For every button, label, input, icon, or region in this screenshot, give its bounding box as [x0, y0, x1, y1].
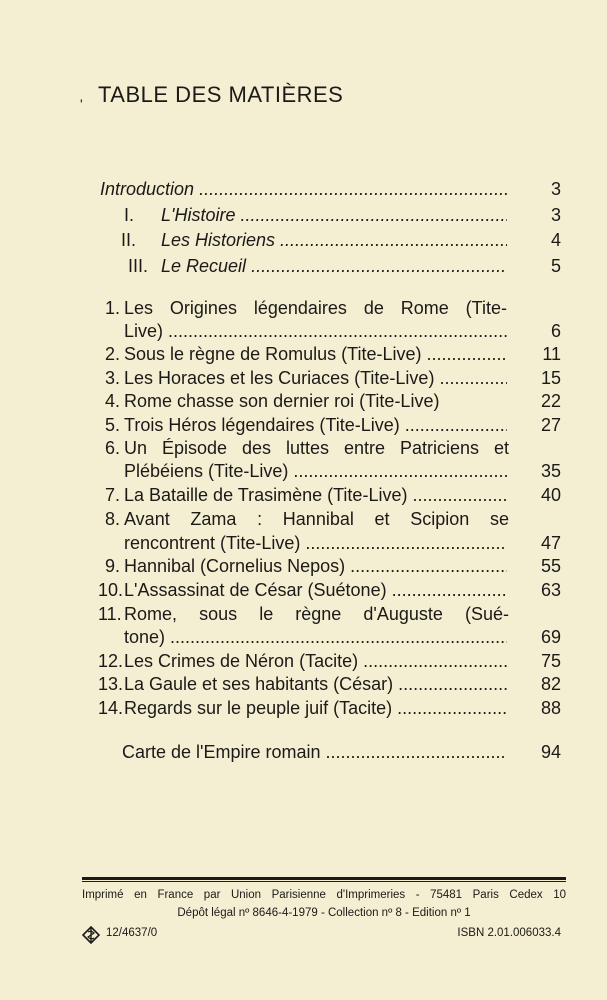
- toc-entry-cont: [0, 460, 607, 483]
- toc-page: 47: [540, 533, 561, 553]
- toc-page: 82: [540, 674, 561, 694]
- toc-number: 2.: [104, 344, 120, 364]
- toc-label: tone) .....: [124, 626, 507, 649]
- toc-page: 22: [540, 391, 561, 411]
- toc-page: 35: [540, 461, 561, 481]
- toc-entry: [0, 297, 607, 320]
- toc-page: 40: [540, 485, 561, 505]
- toc-label: La Bataille de Trasimène (Tite-Live) .....: [124, 484, 507, 507]
- print-code: 12/4637/0: [106, 927, 158, 939]
- toc-intro-part: [0, 255, 607, 278]
- toc-label: Regards sur le peuple juif (Tacite) .....: [124, 697, 507, 720]
- toc-intro-part: [0, 204, 607, 227]
- imprint-legal: Dépôt légal nº 8646-4-1979 - Collection nº 8 - Edition nº 1: [177, 907, 471, 919]
- isbn: ISBN 2.01.006033.4: [457, 927, 561, 939]
- toc-number: 7.: [104, 485, 120, 505]
- toc-number: 9.: [104, 556, 120, 576]
- toc-page: 69: [540, 627, 561, 647]
- toc-page: 75: [540, 651, 561, 671]
- toc-label: La Gaule et ses habitants (César) .....: [124, 673, 507, 696]
- toc-label: Plébéiens (Tite-Live) .....: [124, 460, 507, 483]
- toc-entry-cont: [0, 320, 607, 343]
- toc-label: Introduction .....: [100, 178, 507, 201]
- toc-label: Les Historiens .....: [161, 229, 507, 252]
- imprint-printer: Imprimé en France par Union Parisienne d'Imprimeries - 75481 Paris Cedex 10: [82, 889, 566, 901]
- toc-entry-cont: [0, 626, 607, 649]
- page-mark: ': [80, 96, 83, 112]
- toc-number: 4.: [104, 391, 120, 411]
- toc-introduction: [0, 178, 607, 201]
- toc-page: 88: [540, 698, 561, 718]
- toc-number: 1.: [104, 298, 120, 318]
- toc-number: II.: [120, 230, 136, 250]
- toc-number: 6.: [104, 438, 120, 458]
- publisher-logo-icon: [82, 926, 100, 949]
- toc-page: 63: [540, 580, 561, 600]
- toc-entry: [0, 697, 607, 720]
- toc-label: Avant Zama : Hannibal et Scipion se: [124, 509, 509, 529]
- divider-thick: [82, 877, 566, 880]
- toc-entry: [0, 673, 607, 696]
- toc-number: I.: [123, 205, 134, 225]
- toc-label: Les Crimes de Néron (Tacite) .....: [124, 650, 507, 673]
- toc-entry: [0, 555, 607, 578]
- toc-entry: [0, 579, 607, 602]
- toc-label: Hannibal (Cornelius Nepos) .....: [124, 555, 507, 578]
- toc-entry: [0, 508, 607, 531]
- toc-entry: [0, 390, 607, 413]
- toc-label: Rome, sous le règne d'Auguste (Sué-: [124, 604, 509, 624]
- toc-number: 5.: [104, 415, 120, 435]
- toc-page: 55: [540, 556, 561, 576]
- toc-entry: [0, 343, 607, 366]
- toc-number: 14.: [98, 698, 124, 718]
- toc-entry: [0, 484, 607, 507]
- toc-label: L'Histoire .....: [161, 204, 507, 227]
- toc-intro-part: [0, 229, 607, 252]
- toc-entry-cont: [0, 532, 607, 555]
- toc-number: 11.: [98, 604, 122, 624]
- toc-label: rencontrent (Tite-Live) .....: [124, 532, 507, 555]
- toc-label: Un Épisode des luttes entre Patriciens et: [124, 438, 509, 458]
- divider-thin: [82, 881, 566, 882]
- toc-number: 10.: [98, 580, 124, 600]
- toc-page: 3: [550, 205, 561, 225]
- toc-label: Les Horaces et les Curiaces (Tite-Live) .....: [124, 367, 507, 390]
- toc-entry: [0, 603, 607, 626]
- toc-page: 94: [540, 742, 561, 762]
- toc-label: Trois Héros légendaires (Tite-Live) .....: [124, 414, 507, 437]
- toc-entry: [0, 650, 607, 673]
- toc-map: [0, 741, 607, 764]
- toc-page: 3: [550, 179, 561, 199]
- toc-number: 12.: [98, 651, 124, 671]
- toc-label: L'Assassinat de César (Suétone) .....: [124, 579, 507, 602]
- toc-entry: [0, 367, 607, 390]
- toc-label: Carte de l'Empire romain .....: [122, 741, 507, 764]
- toc-label: Live) .....: [124, 320, 507, 343]
- toc-page: 11: [542, 344, 561, 364]
- toc-label: Rome chasse son dernier roi (Tite-Live): [124, 391, 440, 411]
- toc-entry: [0, 437, 607, 460]
- toc-page: 15: [540, 368, 561, 388]
- toc-page: 6: [550, 321, 561, 341]
- toc-page: 4: [550, 230, 561, 250]
- toc-number: 8.: [104, 509, 120, 529]
- toc-number: 3.: [104, 368, 120, 388]
- page-title: TABLE DES MATIÈRES: [98, 82, 344, 107]
- toc-number: 13.: [98, 674, 124, 694]
- toc-page: 5: [550, 256, 561, 276]
- toc-entry: [0, 414, 607, 437]
- toc-page: 27: [540, 415, 561, 435]
- toc-label: Sous le règne de Romulus (Tite-Live) .....: [124, 343, 507, 366]
- toc-label: Les Origines légendaires de Rome (Tite-: [124, 298, 507, 318]
- toc-label: Le Recueil .....: [161, 255, 507, 278]
- toc-number: III.: [127, 256, 148, 276]
